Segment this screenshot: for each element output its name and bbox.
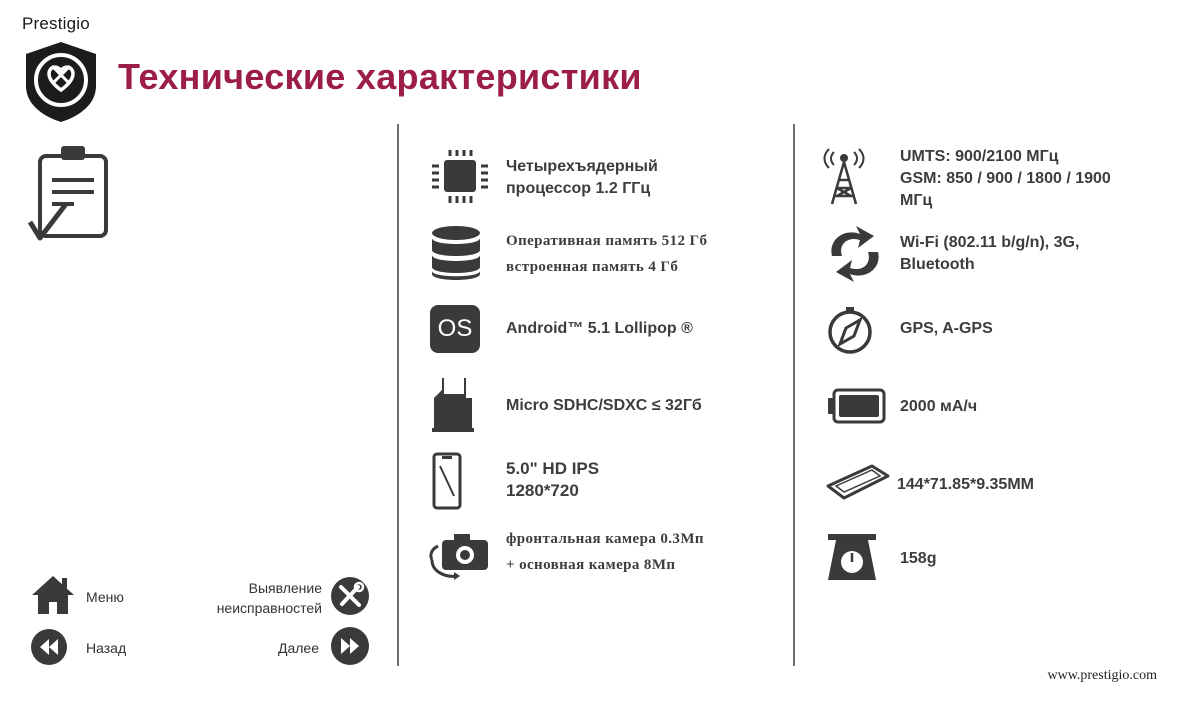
scale-icon — [826, 532, 878, 582]
antenna-icon — [822, 148, 866, 206]
spec-battery: 2000 мА/ч — [900, 398, 978, 415]
os-icon: OS — [430, 305, 480, 353]
spec-weight: 158g — [900, 550, 937, 567]
compass-icon — [826, 306, 874, 356]
home-icon[interactable] — [30, 574, 76, 616]
website-url: www.prestigio.com — [1047, 668, 1157, 683]
page-title: Технические характеристики — [118, 56, 642, 97]
database-icon — [430, 224, 482, 282]
camera-icon — [428, 530, 492, 580]
menu-link[interactable]: Меню — [86, 589, 124, 605]
back-icon[interactable] — [30, 628, 68, 666]
spec-cpu: Четырехъядерный процессор 1.2 ГГц — [506, 158, 658, 197]
troubleshoot-link[interactable]: Выявление неисправностей — [216, 580, 322, 616]
sd-card-icon — [430, 376, 474, 432]
spec-storage: Micro SDHC/SDXC ≤ 32Гб — [506, 397, 702, 414]
next-link[interactable]: Далее — [278, 640, 320, 656]
clipboard-check-icon — [28, 142, 112, 242]
divider-right — [793, 124, 795, 666]
spec-display: 5.0" HD IPS 1280*720 — [506, 459, 600, 500]
spec-os: Android™ 5.1 Lollipop ® — [506, 320, 693, 337]
spec-dimensions: 144*71.85*9.35ММ — [897, 476, 1034, 493]
cpu-icon — [428, 146, 492, 208]
tools-icon[interactable] — [330, 576, 370, 616]
spec-network: UMTS: 900/2100 МГц GSM: 850 / 900 / 1800 / 1900 МГц — [900, 148, 1111, 209]
divider-left — [397, 124, 399, 666]
spec-wireless: Wi-Fi (802.11 b/g/n), 3G, Bluetooth — [900, 234, 1080, 273]
sync-icon — [826, 226, 884, 282]
battery-icon — [826, 388, 886, 424]
spec-camera: фронтальная камера 0.3Мп + основная камера 8Мп — [506, 531, 704, 573]
back-link[interactable]: Назад — [86, 640, 127, 656]
spec-memory: Оперативная память 512 Гб встроенная память 4 Гб — [506, 233, 708, 275]
next-icon[interactable] — [330, 626, 370, 666]
phone-icon — [432, 452, 462, 510]
spec-gps: GPS, A-GPS — [900, 320, 993, 337]
dimensions-icon — [824, 462, 890, 502]
prestigio-logo-icon — [22, 40, 100, 124]
brand-name: Prestigio — [22, 14, 90, 33]
